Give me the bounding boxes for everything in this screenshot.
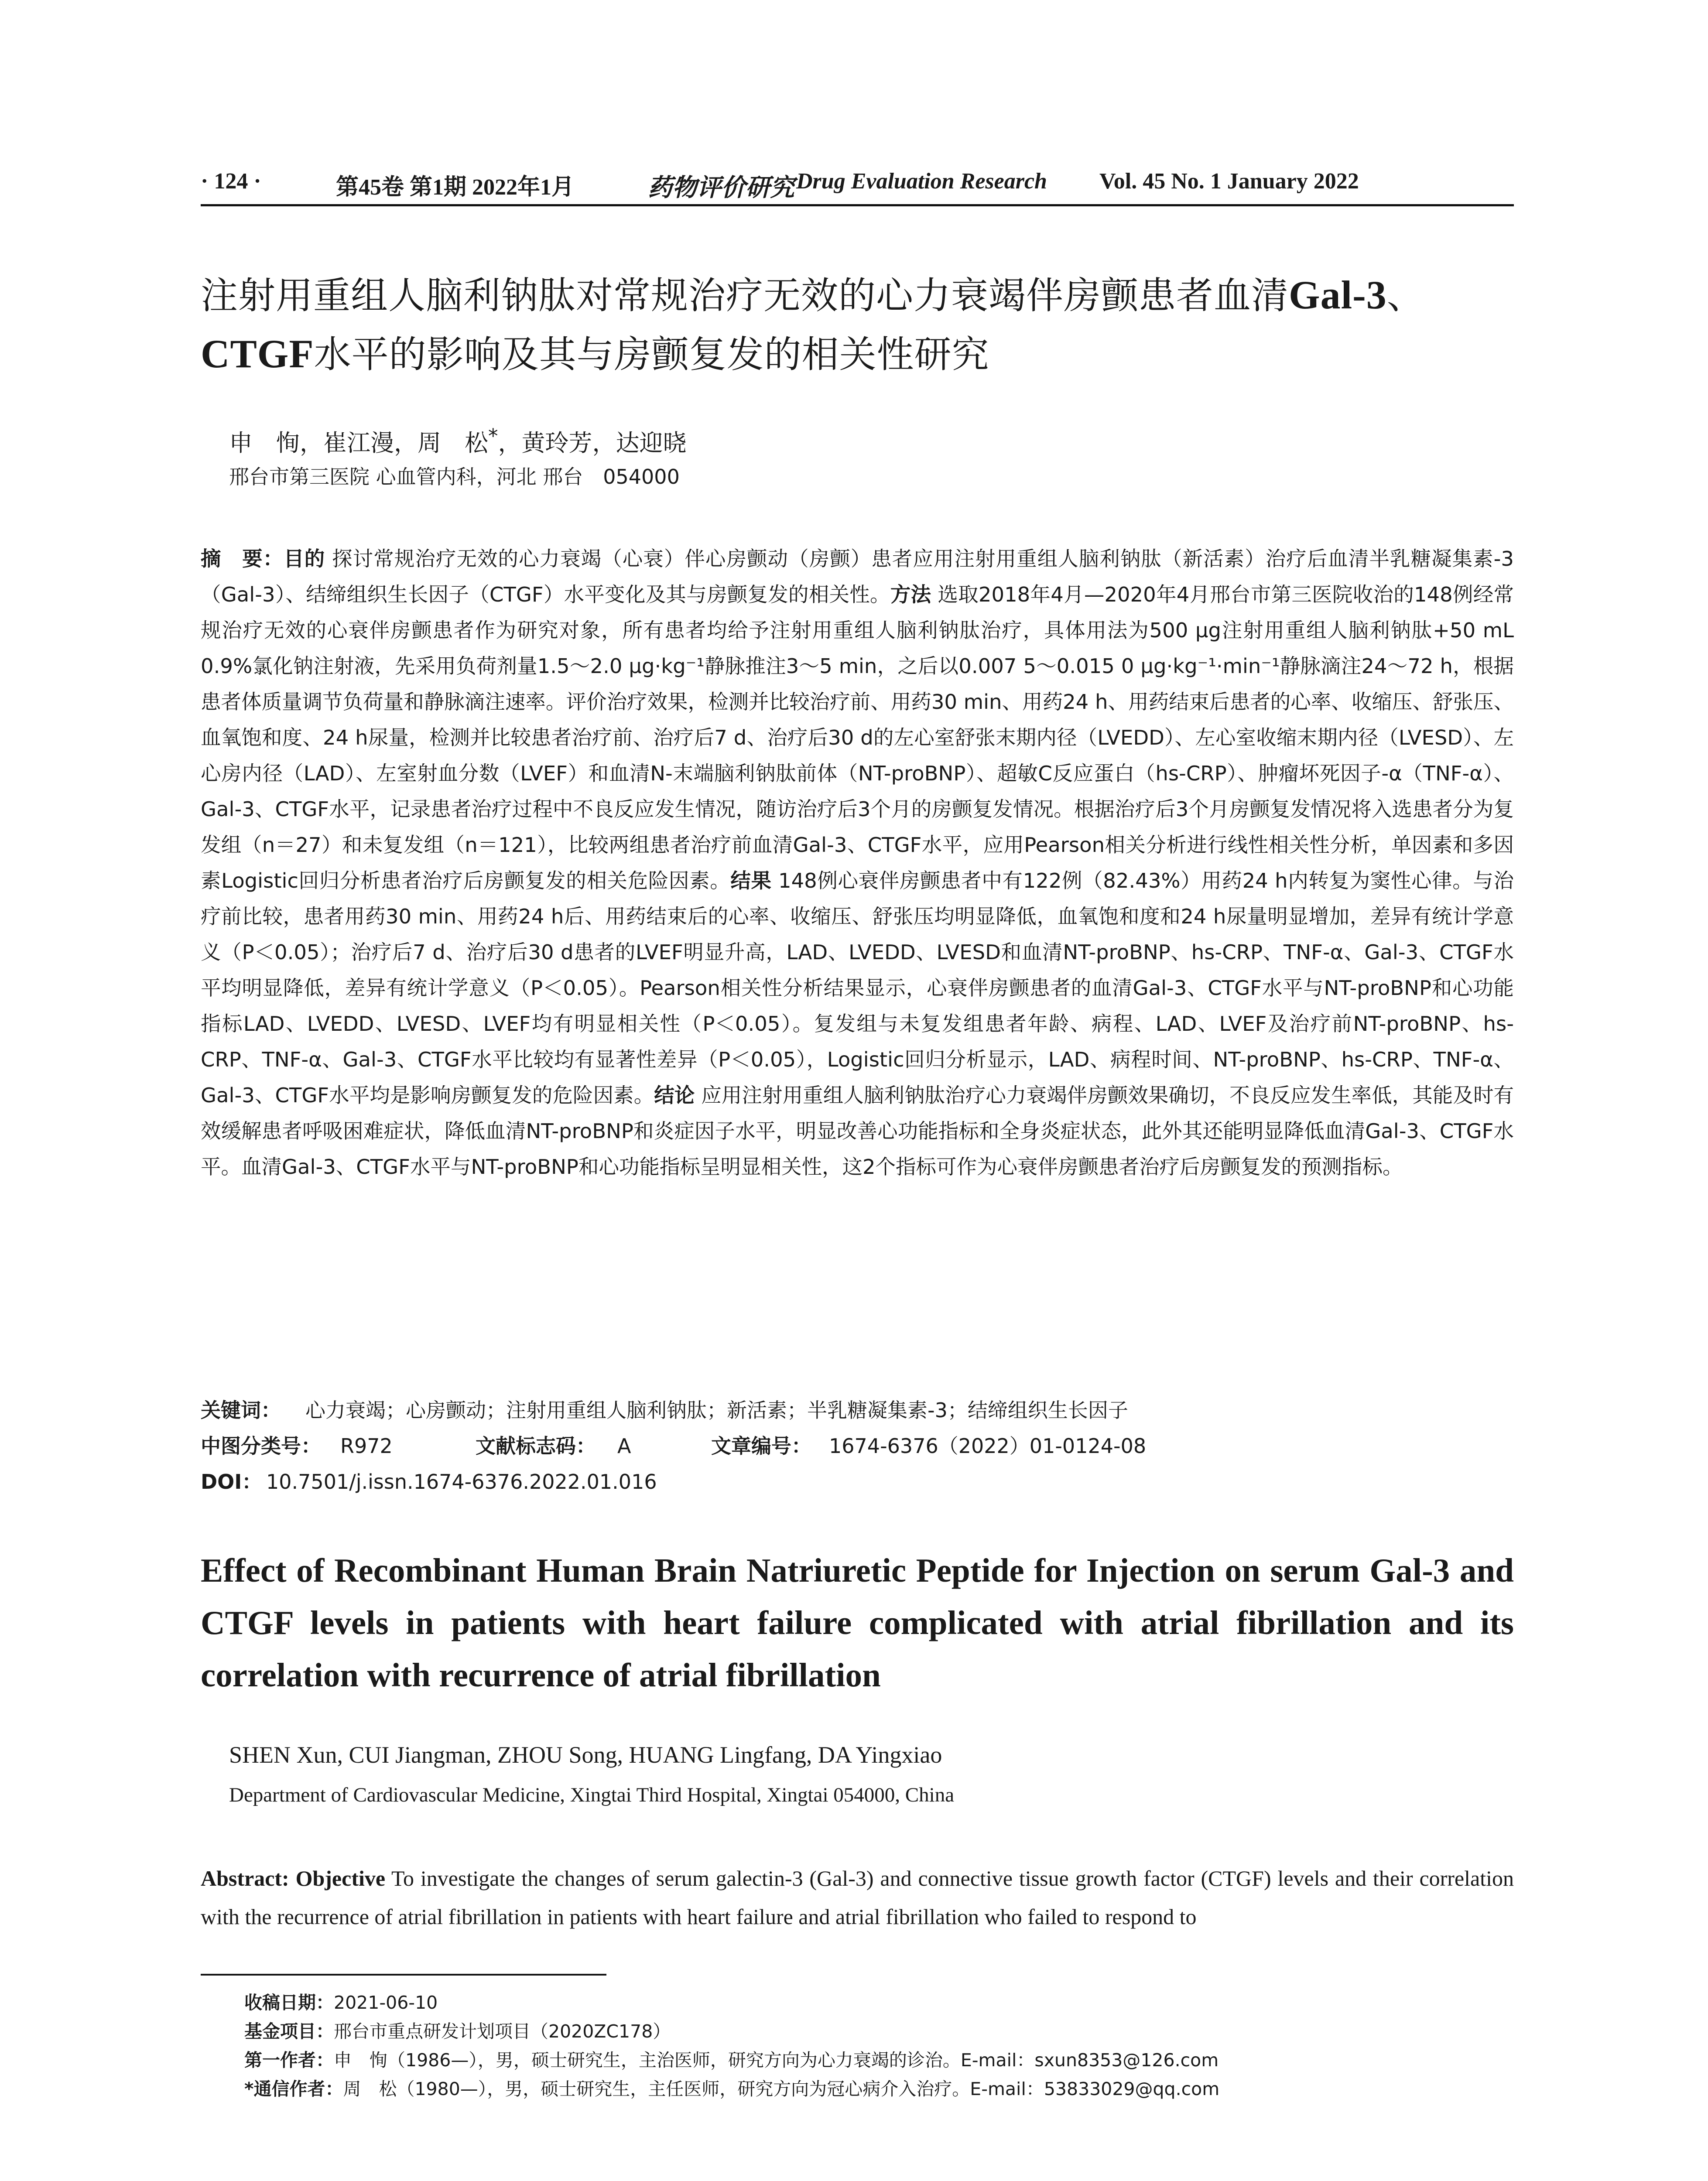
journal-name-en: Drug Evaluation Research (796, 169, 1047, 194)
footnote-rule (201, 1974, 606, 1976)
authors-cn (229, 419, 1494, 461)
abstract-en (201, 1859, 1514, 1936)
footnote-fund (244, 2017, 1509, 2046)
objective-label-en: Objective (295, 1866, 386, 1890)
issue-info-en: Vol. 45 No. 1 January 2022 (1099, 169, 1359, 194)
classification-row (201, 1428, 1514, 1464)
authors-cn-a: 申 恂，崔江漫，周 松 (229, 429, 488, 457)
header-rule (201, 204, 1514, 206)
keywords-row (201, 1392, 1514, 1428)
article-title-cn (201, 266, 1527, 384)
abstract-cn-label: 摘 要： (201, 547, 284, 571)
article-number-label: 文章编号： (711, 1434, 811, 1458)
title-cn-line2-latin: CTGF (201, 332, 314, 376)
doi-value[interactable]: 10.7501/j.issn.1674-6376.2022.01.016 (266, 1470, 657, 1494)
issue-info-cn: 第45卷 第1期 2022年1月 (336, 175, 575, 200)
keywords-label: 关键词： (201, 1398, 281, 1422)
running-header (201, 165, 1514, 204)
conclusion-label-cn: 结论 (654, 1084, 695, 1107)
title-cn-line1-latin: Gal-3 (1289, 273, 1387, 317)
doc-code-label: 文献标志码： (476, 1434, 596, 1458)
doc-code-value: A (617, 1434, 631, 1458)
corresponding-value: 周 松（1980—），男，硕士研究生，主任医师，研究方向为冠心病介入治疗。E-mail：53833029@qq.com (343, 2078, 1220, 2099)
doi-label: DOI： (201, 1470, 262, 1494)
footnotes (244, 1988, 1509, 2103)
objective-text-cn: 探讨常规治疗无效的心力衰竭（心衰）伴心房颤动（房颤）患者应用注射用重组人脑利钠肽（新活素）治疗后血清半乳糖凝集素-3（Gal-3）、结缔组织生长因子（CTGF）水平变化及其与房颤复发的相关性。 (201, 547, 1514, 606)
title-cn-line1-prefix: 注射用重组人脑利钠肽对常规治疗无效的心力衰竭伴房颤患者血清 (201, 274, 1289, 318)
received-label: 收稿日期： (244, 1992, 334, 2013)
result-text-cn: 148例心衰伴房颤患者中有122例（82.43%）用药24 h内转复为窦性心律。与治疗前比较，患者用药30 min、用药24 h后、用药结束后的心率、收缩压、舒张压均明显降低，血氧饱和度和24 h尿量明显增加，差异有统计学意义（P＜0.05）；治疗后7 d、治疗后30 d患者的LVEF明显升高，LAD、LVEDD、LVESD和血清NT-proBNP、hs-CRP、TNF-α、Gal-3、CTGF水平均明显降低，差异有统计学意义（P＜0.05）。Pearson相关性分析结果显示，心衰伴房颤患者的血清Gal-3、CTGF水平与NT-proBNP和心功能指标LAD、LVEDD、LVESD、LVEF均有明显相关性（P＜0.05）。复发组与未复发组患者年龄、病程、LAD、LVEF及治疗前NT-proBNP、hs-CRP、TNF-α、Gal-3、CTGF水平比较均有显著性差异（P＜0.05），Logistic回归分析显示，LAD、病程时间、NT-proBNP、hs-CRP、TNF-α、Gal-3、CTGF水平均是影响房颤复发的危险因素。 (201, 869, 1514, 1107)
abstract-cn (201, 541, 1514, 1185)
authors-cn-b: ，黄玲芳，达迎晓 (498, 429, 687, 457)
first-author-label: 第一作者： (244, 2050, 334, 2071)
journal-name-cn: 药物评价研究 (648, 174, 794, 202)
title-cn-line1-suffix: 、 (1386, 274, 1424, 318)
keywords-value: 心力衰竭；心房颤动；注射用重组人脑利钠肽；新活素；半乳糖凝集素-3；结缔组织生长因子 (305, 1398, 1128, 1422)
footnote-first-author (244, 2046, 1509, 2075)
method-label-cn: 方法 (890, 583, 931, 606)
fund-value: 邢台市重点研发计划项目（2020ZC178） (334, 2021, 671, 2042)
result-label-cn: 结果 (730, 869, 772, 892)
footnote-received (244, 1988, 1509, 2017)
corresponding-label: *通信作者： (244, 2078, 343, 2099)
received-value: 2021-06-10 (334, 1992, 438, 2013)
article-title-en: Effect of Recombinant Human Brain Natriuretic Peptide for Injection on serum Gal-3 and CTGF levels in patients with heart failure complicated with atrial fibrillation and its correlation with recurrence of atrial fibrillation (201, 1552, 1514, 1694)
article-meta (201, 1392, 1514, 1500)
first-author-value: 申 恂（1986—），男，硕士研究生，主治医师，研究方向为心力衰竭的诊治。E-mail：sxun8353@126.com (334, 2050, 1219, 2071)
objective-text-en: To investigate the changes of serum galectin-3 (Gal-3) and connective tissue growth factor (CTGF) levels and their correlation with the recurrence of atrial fibrillation in patients with heart failure and atrial fibrillation who failed to respond to (201, 1866, 1514, 1929)
doi-row (201, 1464, 1514, 1500)
clc-value: R972 (340, 1434, 393, 1458)
article-number-value: 1674-6376（2022）01-0124-08 (829, 1434, 1147, 1458)
clc-label: 中图分类号： (201, 1434, 321, 1458)
footnote-corresponding (244, 2075, 1509, 2103)
affiliation-en: Department of Cardiovascular Medicine, Xingtai Third Hospital, Xingtai 054000, China (229, 1784, 955, 1806)
authors-en: SHEN Xun, CUI Jiangman, ZHOU Song, HUANG Lingfang, DA Yingxiao (229, 1742, 942, 1768)
method-text-cn: 选取2018年4月—2020年4月邢台市第三医院收治的148例经常规治疗无效的心衰伴房颤患者作为研究对象，所有患者均给予注射用重组人脑利钠肽治疗，具体用法为500 μg注射用重组人脑利钠肽+50 mL 0.9%氯化钠注射液，先采用负荷剂量1.5～2.0 μg·kg⁻¹静脉推注3～5 min，之后以0.007 5～0.015 0 μg·kg⁻¹·min⁻¹静脉滴注24～72 h，根据患者体质量调节负荷量和静脉滴注速率。评价治疗效果，检测并比较治疗前、用药30 min、用药24 h、用药结束后患者的心率、收缩压、舒张压、血氧饱和度、24 h尿量，检测并比较患者治疗前、治疗后7 d、治疗后30 d的左心室舒张末期内径（LVEDD）、左心室收缩末期内径（LVESD）、左心房内径（LAD）、左室射血分数（LVEF）和血清N-末端脑利钠肽前体（NT-proBNP）、超敏C反应蛋白（hs-CRP）、肿瘤坏死因子-α（TNF-α）、Gal-3、CTGF水平，记录患者治疗过程中不良反应发生情况，随访治疗后3个月的房颤复发情况。根据治疗后3个月房颤复发情况将入选患者分为复发组（n＝27）和未复发组（n＝121），比较两组患者治疗前血清Gal-3、CTGF水平，应用Pearson相关分析进行线性相关性分析，单因素和多因素Logistic回归分析患者治疗后房颤复发的相关危险因素。 (201, 583, 1514, 892)
objective-label-cn: 目的 (284, 547, 325, 571)
affiliation-cn: 邢台市第三医院 心血管内科，河北 邢台 054000 (229, 465, 680, 489)
corresponding-mark: * (488, 424, 498, 448)
title-cn-line2-rest: 水平的影响及其与房颤复发的相关性研究 (314, 333, 989, 376)
page-number: · 124 · (201, 169, 261, 194)
fund-label: 基金项目： (244, 2021, 334, 2042)
abstract-en-label: Abstract: (201, 1866, 289, 1890)
conclusion-text-cn: 应用注射用重组人脑利钠肽治疗心力衰竭伴房颤效果确切，不良反应发生率低，其能及时有效缓解患者呼吸困难症状，降低血清NT-proBNP和炎症因子水平，明显改善心功能指标和全身炎症状态，此外其还能明显降低血清Gal-3、CTGF水平。血清Gal-3、CTGF水平与NT-proBNP和心功能指标呈明显相关性，这2个指标可作为心衰伴房颤患者治疗后房颤复发的预测指标。 (201, 1084, 1514, 1179)
